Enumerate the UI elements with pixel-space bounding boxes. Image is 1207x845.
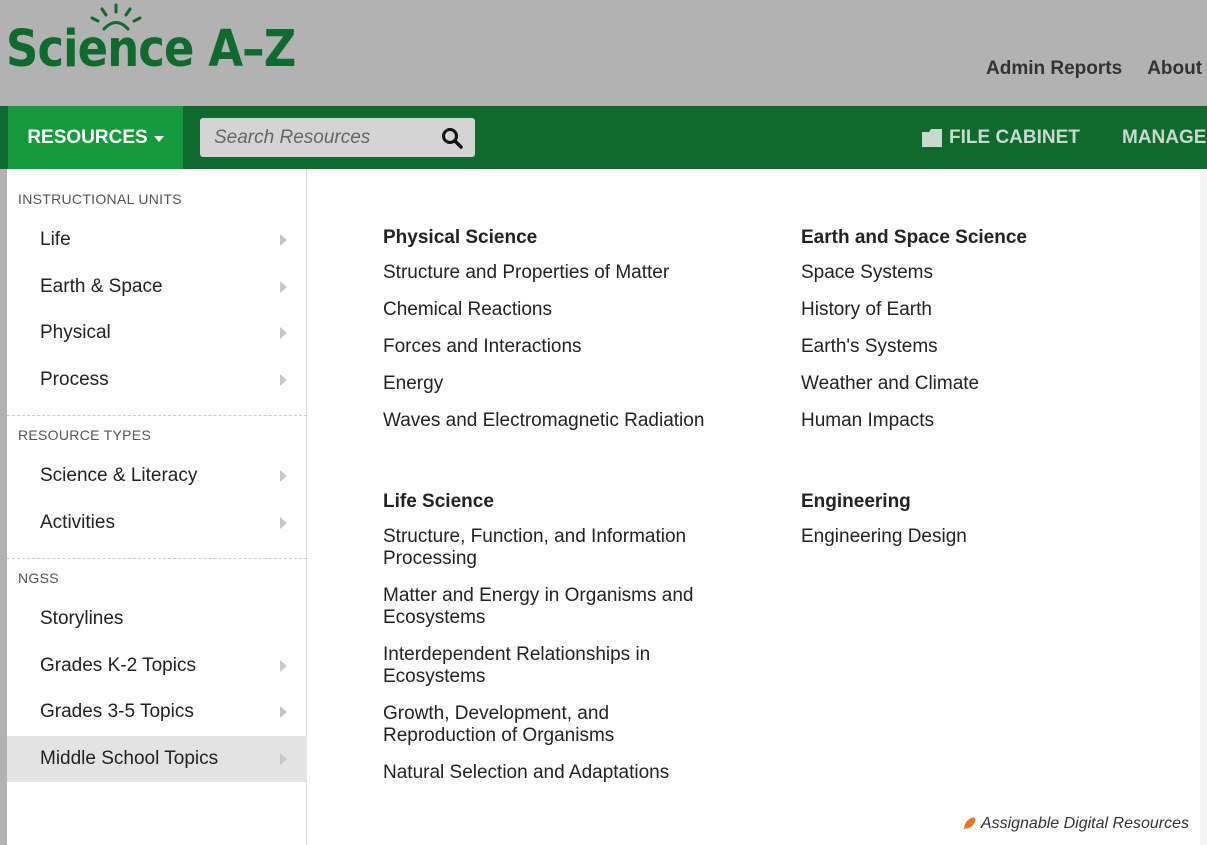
main-navbar (0, 106, 1207, 169)
divider (7, 558, 307, 559)
caret-down-icon (154, 136, 164, 142)
link-weather-climate[interactable]: Weather and Climate (801, 373, 980, 394)
adr-label: Assignable Digital Resources (980, 815, 1189, 832)
manage-label: MANAGE (1122, 126, 1207, 148)
menu-item-earth-space[interactable]: Earth & Space (7, 264, 307, 310)
chevron-right-icon (280, 234, 287, 246)
logo-text: Science A–Z (6, 20, 296, 79)
menu-item-storylines[interactable]: Storylines (40, 608, 124, 629)
resources-dropdown (7, 169, 1200, 845)
link-interdependent-relationships[interactable]: Interdependent Relationships in Ecosystems (383, 644, 651, 687)
search-icon[interactable] (441, 127, 463, 149)
menu-item-grades-3-5[interactable]: Grades 3-5 Topics (7, 689, 307, 735)
chevron-right-icon (280, 327, 287, 339)
section-resource-types: RESOURCE TYPES (18, 427, 152, 443)
menu-item-science-literacy[interactable]: Science & Literacy (7, 453, 307, 499)
heading-earth-space-science: Earth and Space Science (801, 227, 1027, 248)
folder-icon (921, 128, 943, 148)
file-cabinet-button[interactable] (921, 106, 1080, 169)
site-header (0, 0, 1207, 106)
heading-life-science: Life Science (383, 491, 494, 512)
resources-label: RESOURCES (27, 126, 148, 148)
menu-item-process[interactable]: Process (7, 357, 307, 403)
chevron-right-icon (280, 281, 287, 293)
chevron-right-icon (280, 470, 287, 482)
file-cabinet-label: FILE CABINET (949, 126, 1080, 148)
link-growth-development[interactable]: Growth, Development, and Reproduction of Organisms (383, 703, 615, 746)
about-link[interactable]: About (1147, 58, 1203, 79)
section-ngss: NGSS (18, 570, 59, 586)
page-background-strip (1200, 169, 1207, 845)
chevron-right-icon (280, 374, 287, 386)
link-natural-selection[interactable]: Natural Selection and Adaptations (383, 762, 670, 783)
science-az-logo[interactable] (6, 2, 296, 82)
menu-item-life[interactable]: Life (7, 217, 307, 263)
link-earths-systems[interactable]: Earth's Systems (801, 336, 938, 357)
search-box (200, 118, 475, 157)
link-structure-function-info[interactable]: Structure, Function, and Information Processing (383, 526, 687, 569)
link-human-impacts[interactable]: Human Impacts (801, 410, 935, 431)
section-instructional-units: INSTRUCTIONAL UNITS (18, 191, 182, 207)
link-structure-properties-matter[interactable]: Structure and Properties of Matter (383, 262, 670, 283)
assignable-digital-resources[interactable] (960, 815, 1189, 833)
manage-button[interactable] (1122, 106, 1206, 169)
resources-menu-button[interactable] (8, 106, 183, 169)
category-menu (7, 169, 307, 845)
menu-item-middle-school[interactable]: Middle School Topics (7, 736, 307, 782)
link-engineering-design[interactable]: Engineering Design (801, 526, 967, 547)
menu-item-grades-k2[interactable]: Grades K-2 Topics (7, 643, 307, 689)
rocket-icon (960, 815, 978, 833)
top-links (986, 58, 1202, 80)
admin-reports-link[interactable]: Admin Reports (986, 58, 1123, 79)
link-space-systems[interactable]: Space Systems (801, 262, 933, 283)
menu-item-physical[interactable]: Physical (7, 310, 307, 356)
link-chemical-reactions[interactable]: Chemical Reactions (383, 299, 552, 320)
heading-engineering: Engineering (801, 491, 911, 512)
divider (7, 415, 307, 416)
chevron-right-icon (280, 517, 287, 529)
link-forces-interactions[interactable]: Forces and Interactions (383, 336, 582, 357)
link-matter-energy-organisms[interactable]: Matter and Energy in Organisms and Ecosystems (383, 585, 694, 628)
chevron-right-icon (280, 706, 287, 718)
link-history-of-earth[interactable]: History of Earth (801, 299, 932, 320)
search-input[interactable] (200, 118, 435, 157)
chevron-right-icon (280, 753, 287, 765)
menu-item-activities[interactable]: Activities (7, 500, 307, 546)
link-waves-em-radiation[interactable]: Waves and Electromagnetic Radiation (383, 410, 705, 431)
heading-physical-science: Physical Science (383, 227, 538, 248)
link-energy[interactable]: Energy (383, 373, 444, 394)
chevron-right-icon (280, 660, 287, 672)
